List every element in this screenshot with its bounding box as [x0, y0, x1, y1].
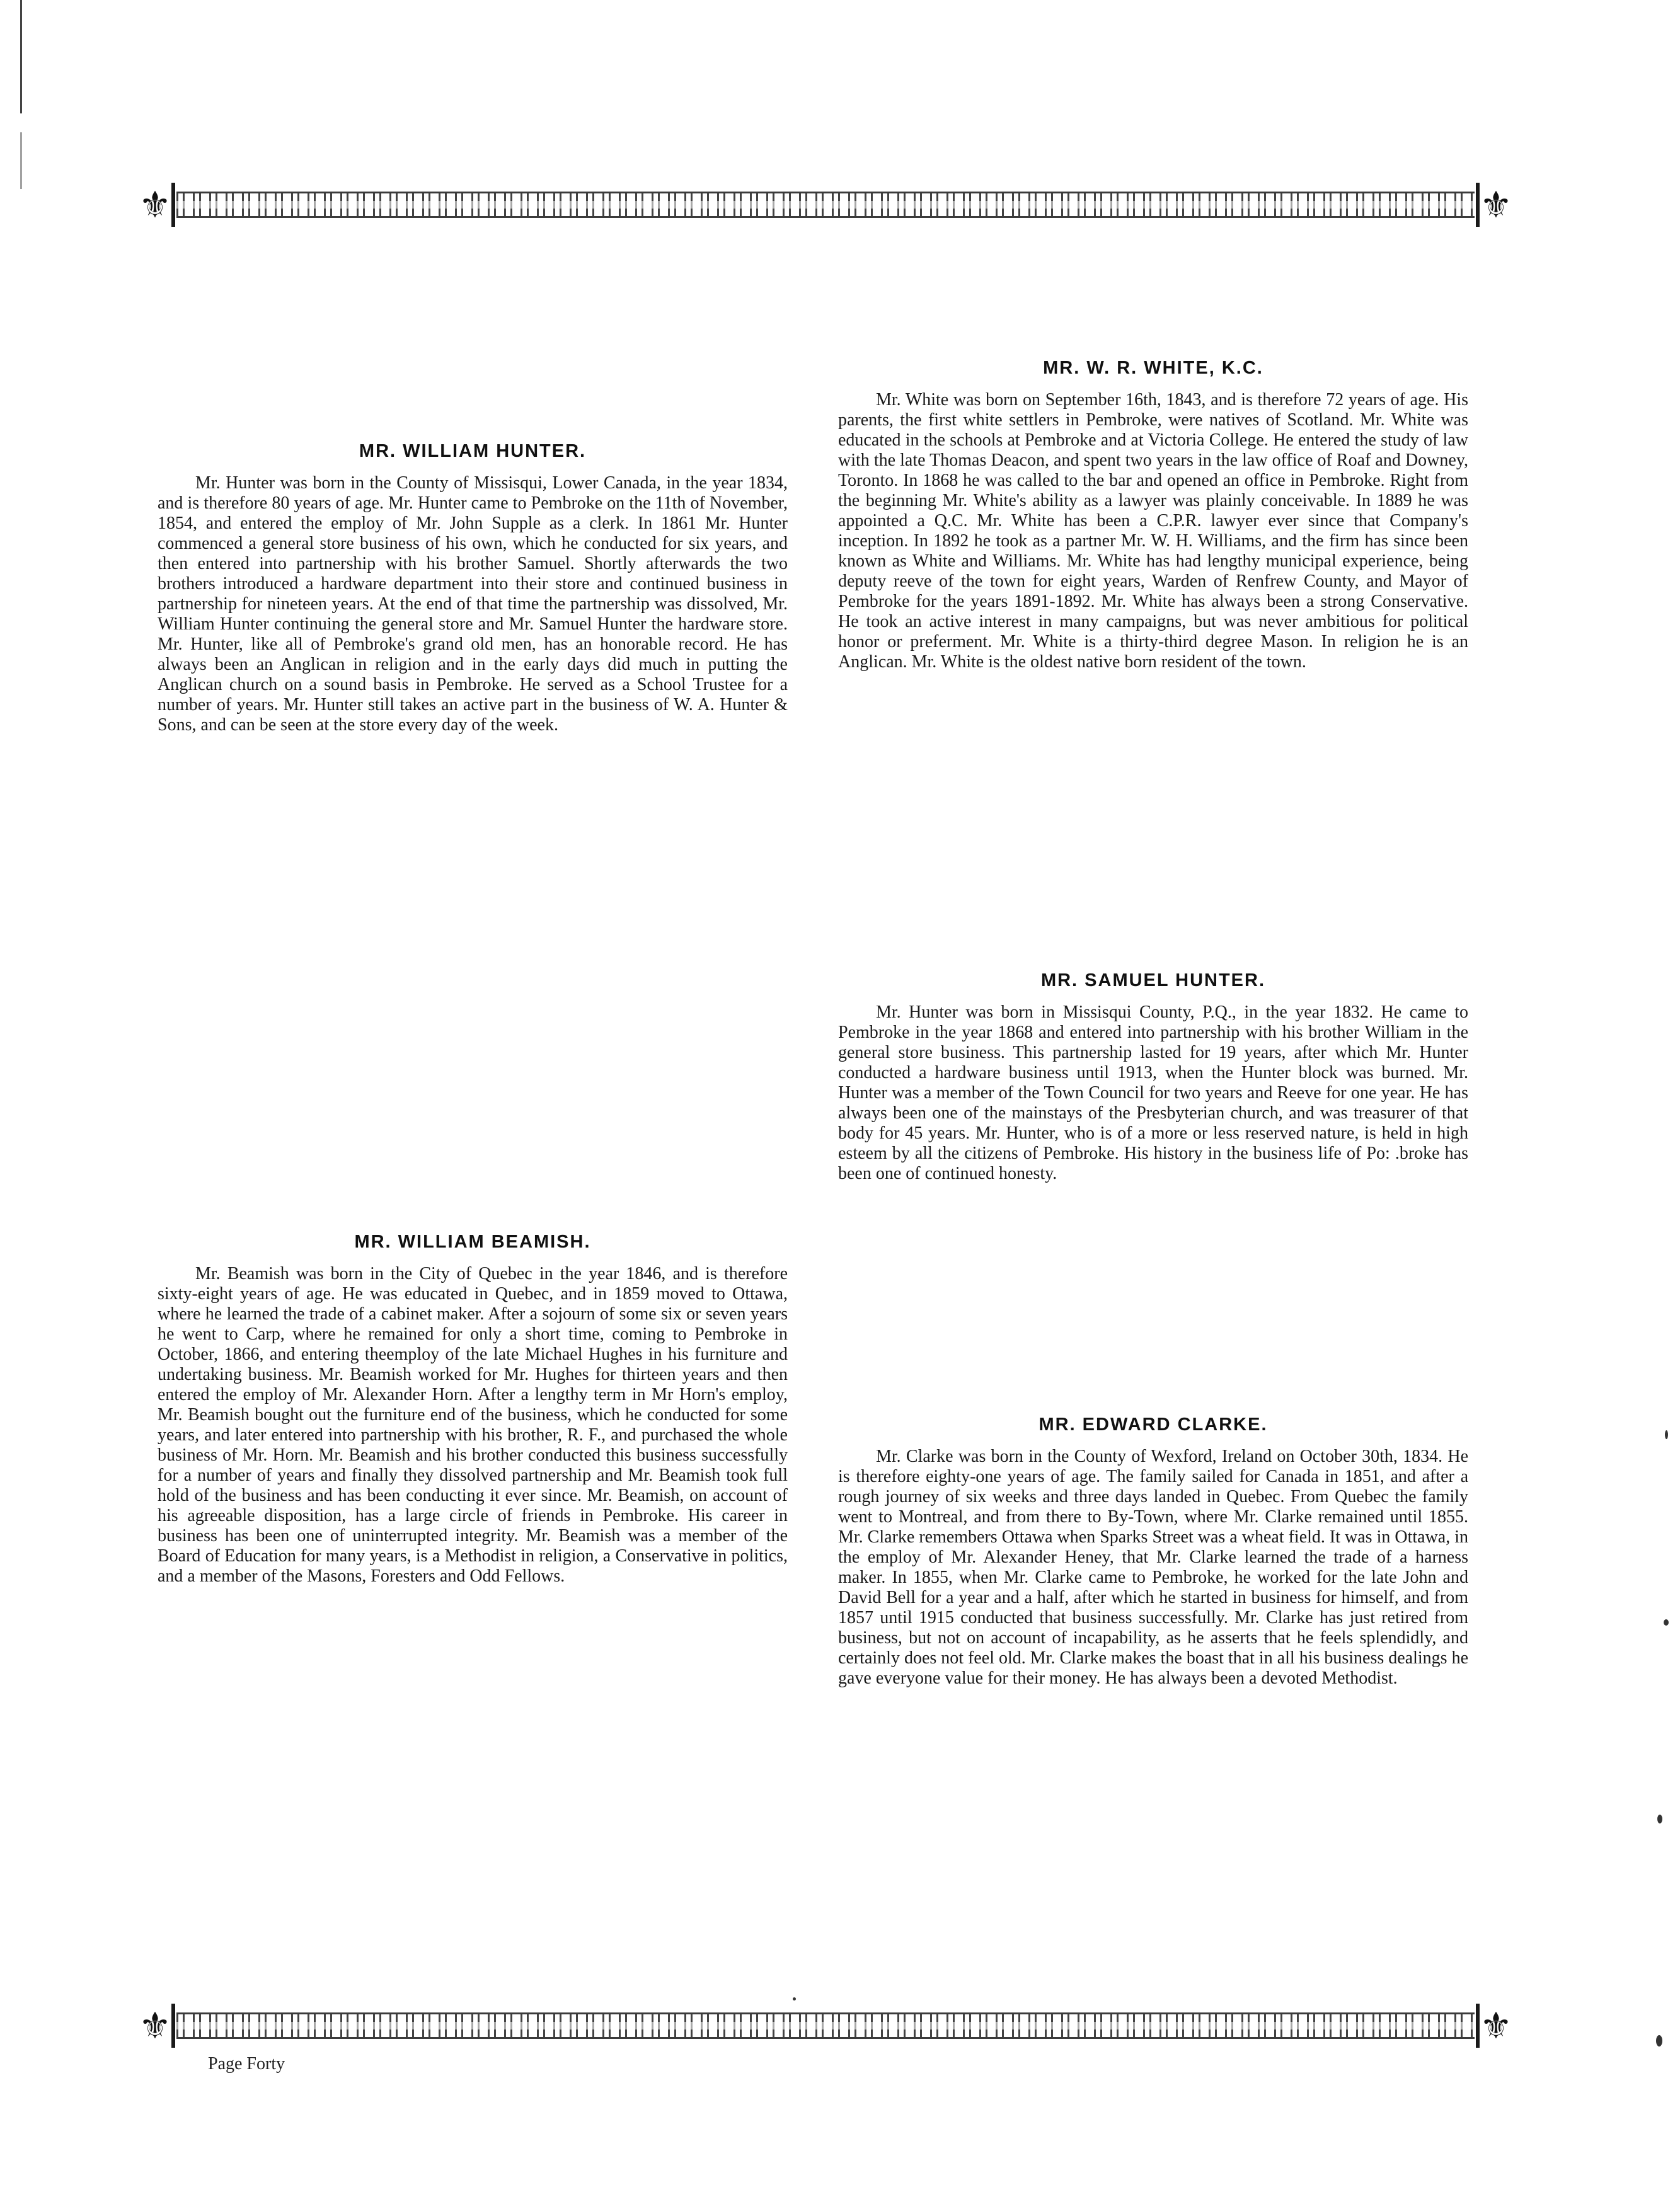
top-ornamental-border: [139, 183, 1512, 227]
article-body: Mr. Hunter was born in the County of Missisqui, Lower Canada, in the year 1834, and is therefore 80 years of age. Mr. Hunter came to Pembroke on the 11th of November, 1854, and entered the employ of Mr. John Supple as a clerk. In 1861 Mr. Hunter commenced a general store business of his own, which he conducted for six years, and then entered into partnership with his brother Samuel. Shortly afterwards the two brothers introduced a hardware department into their store and continued business in partnership for nineteen years. At the end of that time the partnership was dissolved, Mr. William Hunter continuing the general store and Mr. Samuel Hunter the hardware store. Mr. Hunter, like all of Pembroke's grand old men, has an honorable record. He has always been an Anglican in religion and in the early days did much in putting the Anglican church on a sound basis in Pembroke. He served as a School Trustee for a number of years. Mr. Hunter still takes an active part in the business of W. A. Hunter & Sons, and can be seen at the store every day of the week.: [158, 473, 788, 735]
fleur-de-lis-icon: ⚜: [1480, 183, 1512, 226]
fleur-de-lis-icon: ⚜: [139, 2004, 171, 2047]
scan-margin-line: [20, 0, 22, 113]
article-body: Mr. Beamish was born in the City of Quebec in the year 1846, and is therefore sixty-eight years of age. He was educated in Quebec, and in 1859 moved to Ottawa, where he learned the trade of a cabinet maker. After a sojourn of some six or seven years he went to Carp, where he remained for only a short time, coming to Pembroke in October, 1866, and entering theemploy of the late Michael Hughes in his furniture and undertaking business. Mr. Beamish worked for Mr. Hughes for thirteen years and then entered the employ of Mr. Alexander Horn. After a lengthy term in Mr Horn's employ, Mr. Beamish bought out the furniture end of the business, which he conducted for some years, and later entered into partnership with his brother, R. F., and purchased the whole business of Mr. Horn. Mr. Beamish and his brother conducted this business successfully for a number of years and finally they dissolved partnership and Mr. Beamish took full hold of the business and has been conducting it ever since. Mr. Beamish, on account of his agreeable disposition, has a large circle of friends in Pembroke. His career in business has been one of uninterrupted integrity. Mr. Beamish was a member of the Board of Education for many years, is a Methodist in religion, a Conservative in politics, and a member of the Masons, Foresters and Odd Fellows.: [158, 1264, 788, 1586]
ornamental-rule: [176, 2012, 1475, 2039]
article-samuel-hunter: [838, 970, 1468, 1184]
article-title: MR. SAMUEL HUNTER.: [1040, 970, 1266, 990]
fleur-de-lis-icon: ⚜: [139, 183, 171, 226]
article-title: MR. WILLIAM HUNTER.: [359, 441, 587, 461]
article-title: MR. EDWARD CLARKE.: [1038, 1415, 1268, 1435]
article-body: Mr. Hunter was born in Missisqui County, P.Q., in the year 1832. He came to Pembroke in the year 1868 and entered into partnership with his brother William in the general store business. This partnership lasted for 19 years, after which Mr. Hunter conducted a hardware business until 1913, when the Hunter block was burned. Mr. Hunter was a member of the Town Council for two years and Reeve for one year. He has always been one of the mainstays of the Presbyterian church, and was treasurer of that body for 45 years. Mr. Hunter, who is of a more or less reserved nature, is held in high esteem by all the citizens of Pembroke. His history in the business life of Po: .broke has been one of continued honesty.: [838, 1002, 1468, 1183]
article-william-beamish: [158, 1232, 788, 1587]
scan-speck: [1664, 1619, 1669, 1626]
scan-margin-line: [20, 132, 22, 189]
scan-speck: [1657, 1815, 1662, 1823]
scan-speck: [1665, 1430, 1668, 1439]
article-edward-clarke: [838, 1415, 1468, 1689]
bottom-ornamental-border: [139, 2004, 1512, 2048]
ornamental-rule: [176, 192, 1475, 218]
scan-speck: [793, 1997, 796, 2000]
article-william-hunter: [158, 441, 788, 735]
article-body: Mr. White was born on September 16th, 1843, and is therefore 72 years of age. His parents, the first white settlers in Pembroke, were natives of Scotland. Mr. White was educated in the schools at Pembroke and at Victoria College. He entered the study of law with the late Thomas Deacon, and spent two years in the law office of Roaf and Downey, Toronto. In 1868 he was called to the bar and opened an office in Pembroke. Right from the beginning Mr. White's ability as a lawyer was plainly conceivable. In 1889 he was appointed a Q.C. Mr. White has been a C.P.R. lawyer ever since that Company's inception. In 1892 he took as a partner Mr. W. H. Williams, and the firm has since been known as White and Williams. Mr. White has had lengthy municipal experience, being deputy reeve of the town for eight years, Warden of Renfrew County, and Mayor of Pembroke for the years 1891-1892. Mr. White has always been a strong Conservative. He took an active interest in many campaigns, but was never ambitious for political honor or preferment. Mr. White is a thirty-third degree Mason. In religion he is an Anglican. Mr. White is the oldest native born resident of the town.: [838, 390, 1468, 672]
border-end-bar: [171, 2004, 175, 2048]
article-body: Mr. Clarke was born in the County of Wexford, Ireland on October 30th, 1834. He is therefore eighty-one years of age. The family sailed for Canada in 1851, and after a rough journey of six weeks and three days landed in Quebec. From Quebec the family went to Montreal, and from there to By-Town, where Mr. Clarke remained until 1855. Mr. Clarke remembers Ottawa when Sparks Street was a wheat field. It was in Ottawa, in the employ of Mr. Alexander Heney, that Mr. Clarke learned the trade of a harness maker. In 1855, when Mr. Clarke came to Pembroke, he worked for the late John and David Bell for a year and a half, after which he started in business for himself, and from 1857 until 1915 conducted that business successfully. Mr. Clarke has just retired from business, but not on account of incapability, as he asserts that he feels splendidly, and certainly does not feel old. Mr. Clarke makes the boast that in all his business dealings he gave everyone value for their money. He has always been a devoted Methodist.: [838, 1447, 1469, 1688]
page-number: Page Forty: [208, 2054, 285, 2074]
border-end-bar: [171, 183, 175, 227]
article-title: MR. W. R. WHITE, K.C.: [1043, 358, 1263, 378]
fleur-de-lis-icon: ⚜: [1480, 2004, 1512, 2047]
scan-speck: [1656, 2035, 1662, 2046]
article-title: MR. WILLIAM BEAMISH.: [354, 1232, 591, 1252]
article-w-r-white: [838, 358, 1468, 672]
